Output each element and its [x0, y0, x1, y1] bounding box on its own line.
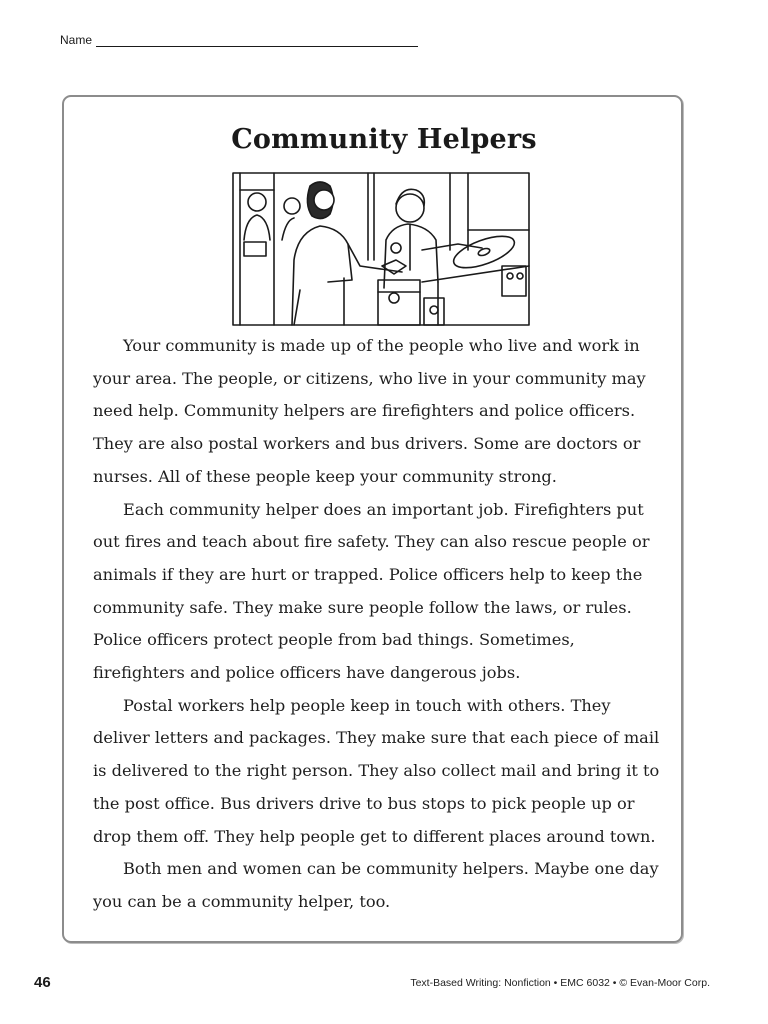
name-label: Name: [60, 33, 93, 47]
bus-driver-illustration: [232, 170, 530, 327]
name-field: [60, 33, 418, 47]
footer-credit: Text-Based Writing: Nonfiction • EMC 6032 • © Evan-Moor Corp.: [410, 977, 710, 989]
paragraph: Each community helper does an important job. Firefighters put out fires and teach about fire safety. They can also rescue people or animals if they are hurt or trapped. Police officers help to keep the community safe. They make sure people follow the laws, or rules. Police officers protect people from bad things. Sometimes, firefighters and police officers have dangerous jobs.: [93, 499, 650, 683]
paragraph: Both men and women can be community helpers. Maybe one day you can be a community helper, too.: [93, 859, 659, 911]
page-title: Community Helpers: [231, 124, 537, 155]
name-line[interactable]: [96, 33, 418, 47]
paragraph: Your community is made up of the people who live and work in your area. The people, or citizens, who live in your community may need help. Community helpers are firefighters and police officers. They are also postal workers and bus drivers. Some are doctors or nurses. All of these people keep your community strong.: [93, 336, 646, 486]
page-number: 46: [34, 974, 51, 991]
passage-body: [93, 330, 665, 919]
paragraph: Postal workers help people keep in touch with others. They deliver letters and packages. They make sure that each piece of mail is delivered to the right person. They also collect mail and bring it to the post office. Bus drivers drive to bus stops to pick people up or drop them off. They help people get to different places around town.: [93, 695, 660, 846]
